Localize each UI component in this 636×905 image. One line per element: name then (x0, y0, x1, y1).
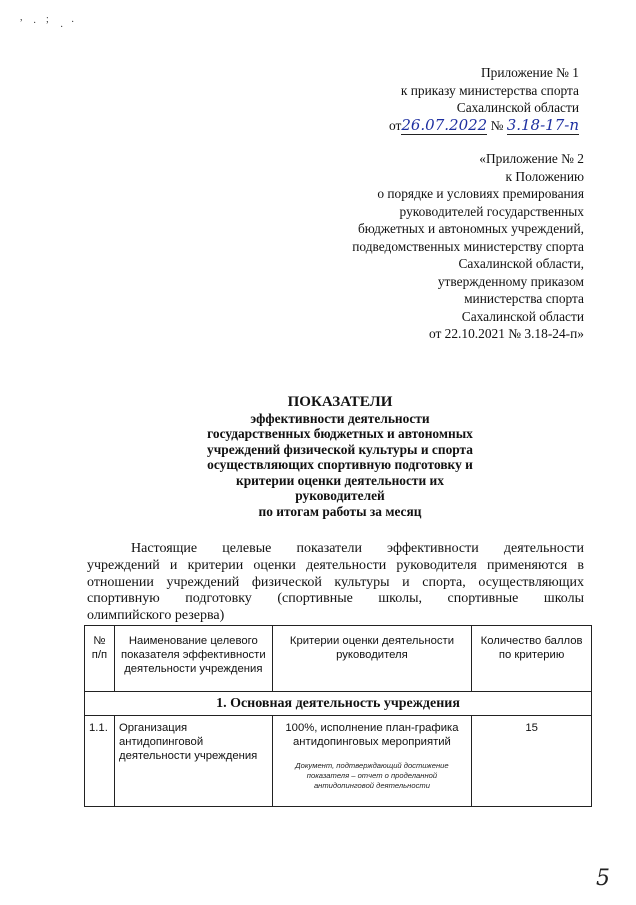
section-title: 1. Основная деятельность учреждения (85, 692, 592, 716)
appendix2-line: от 22.10.2021 № 3.18-24-п» (428, 326, 584, 341)
scan-mark: · (71, 17, 75, 28)
appendix2-line: бюджетных и автономных учреждений, (357, 221, 584, 236)
heading-line: учреждений физической культуры и спорта (207, 441, 473, 457)
heading-title: ПОКАЗАТЕЛИ (287, 394, 393, 410)
document-heading (150, 395, 530, 519)
intro-line: Настоящие целевые показатели эффективности деятельности (131, 541, 584, 556)
appendix1-block (389, 64, 579, 134)
page-number: 5 (596, 866, 610, 891)
appendix2-block (352, 150, 584, 343)
intro-line: учреждений и критерии оценки деятельности руководителя применяются в (87, 557, 584, 573)
scan-mark: ; (46, 14, 49, 25)
table-section-row (85, 692, 592, 716)
heading-line: по итогам работы за месяц (258, 503, 422, 519)
intro-line: отношении учреждений физической культуры и спорта, осуществляющих (87, 574, 584, 590)
scan-mark: · (33, 18, 37, 29)
table-row (85, 716, 592, 807)
appendix2-line: Сахалинской области, (458, 256, 584, 271)
row-criteria-cell (272, 716, 472, 807)
appendix1-title: Приложение № 1 (480, 65, 579, 80)
header-points: Количество баллов по критерию (472, 626, 592, 692)
appendix2-line: к Положению (505, 168, 584, 184)
header-num: № п/п (85, 626, 115, 692)
heading-line: осуществляющих спортивную подготовку и (207, 457, 473, 472)
appendix2-line: руководителей государственных (399, 203, 584, 219)
heading-line: государственных бюджетных и автономных (207, 426, 473, 441)
row-name: Организация антидопинговой деятельности учреждения (114, 716, 272, 807)
scan-mark: , (20, 12, 23, 23)
appendix2-line: «Приложение № 2 (479, 151, 584, 166)
appendix1-line: к приказу министерства спорта (400, 82, 579, 98)
heading-line: критерии оценки деятельности их (236, 472, 444, 488)
row-num: 1.1. (85, 716, 115, 807)
appendix2-line: Сахалинской области (461, 308, 584, 324)
scan-mark: · (60, 22, 64, 33)
handwritten-number: 3.18-17-п (506, 115, 579, 134)
appendix1-line: Сахалинской области (456, 100, 579, 115)
appendix2-line: министерства спорта (464, 291, 584, 306)
intro-paragraph (87, 541, 584, 625)
appendix2-line: о порядке и условиях премирования (377, 186, 584, 201)
appendix2-line: утвержденному приказом (437, 273, 584, 289)
criteria-table (84, 625, 592, 807)
heading-line: эффективности деятельности (250, 410, 430, 426)
date-prefix: от (388, 117, 402, 133)
header-name: Наименование целевого показателя эффективности деятельности учреждения (114, 626, 272, 692)
intro-line: спортивную подготовку (спортивные школы, спортивные школы (87, 591, 584, 607)
table-header-row (85, 626, 592, 692)
appendix1-date-line (389, 117, 579, 135)
heading-line: руководителей (295, 488, 385, 503)
header-criteria: Критерии оценки деятельности руководителя (272, 626, 472, 692)
row-criteria-note: Документ, подтверждающий достижение показателя – отчет о проделанной антидопинговой деятельности (295, 761, 449, 790)
intro-line: олимпийского резерва) (87, 608, 225, 624)
number-prefix: № (490, 117, 504, 133)
appendix2-line: подведомственных министерству спорта (352, 238, 584, 254)
row-criteria: 100%, исполнение план-графика антидопинговых мероприятий (285, 722, 459, 748)
handwritten-date: 26.07.2022 (401, 115, 488, 134)
row-points: 15 (472, 716, 592, 807)
